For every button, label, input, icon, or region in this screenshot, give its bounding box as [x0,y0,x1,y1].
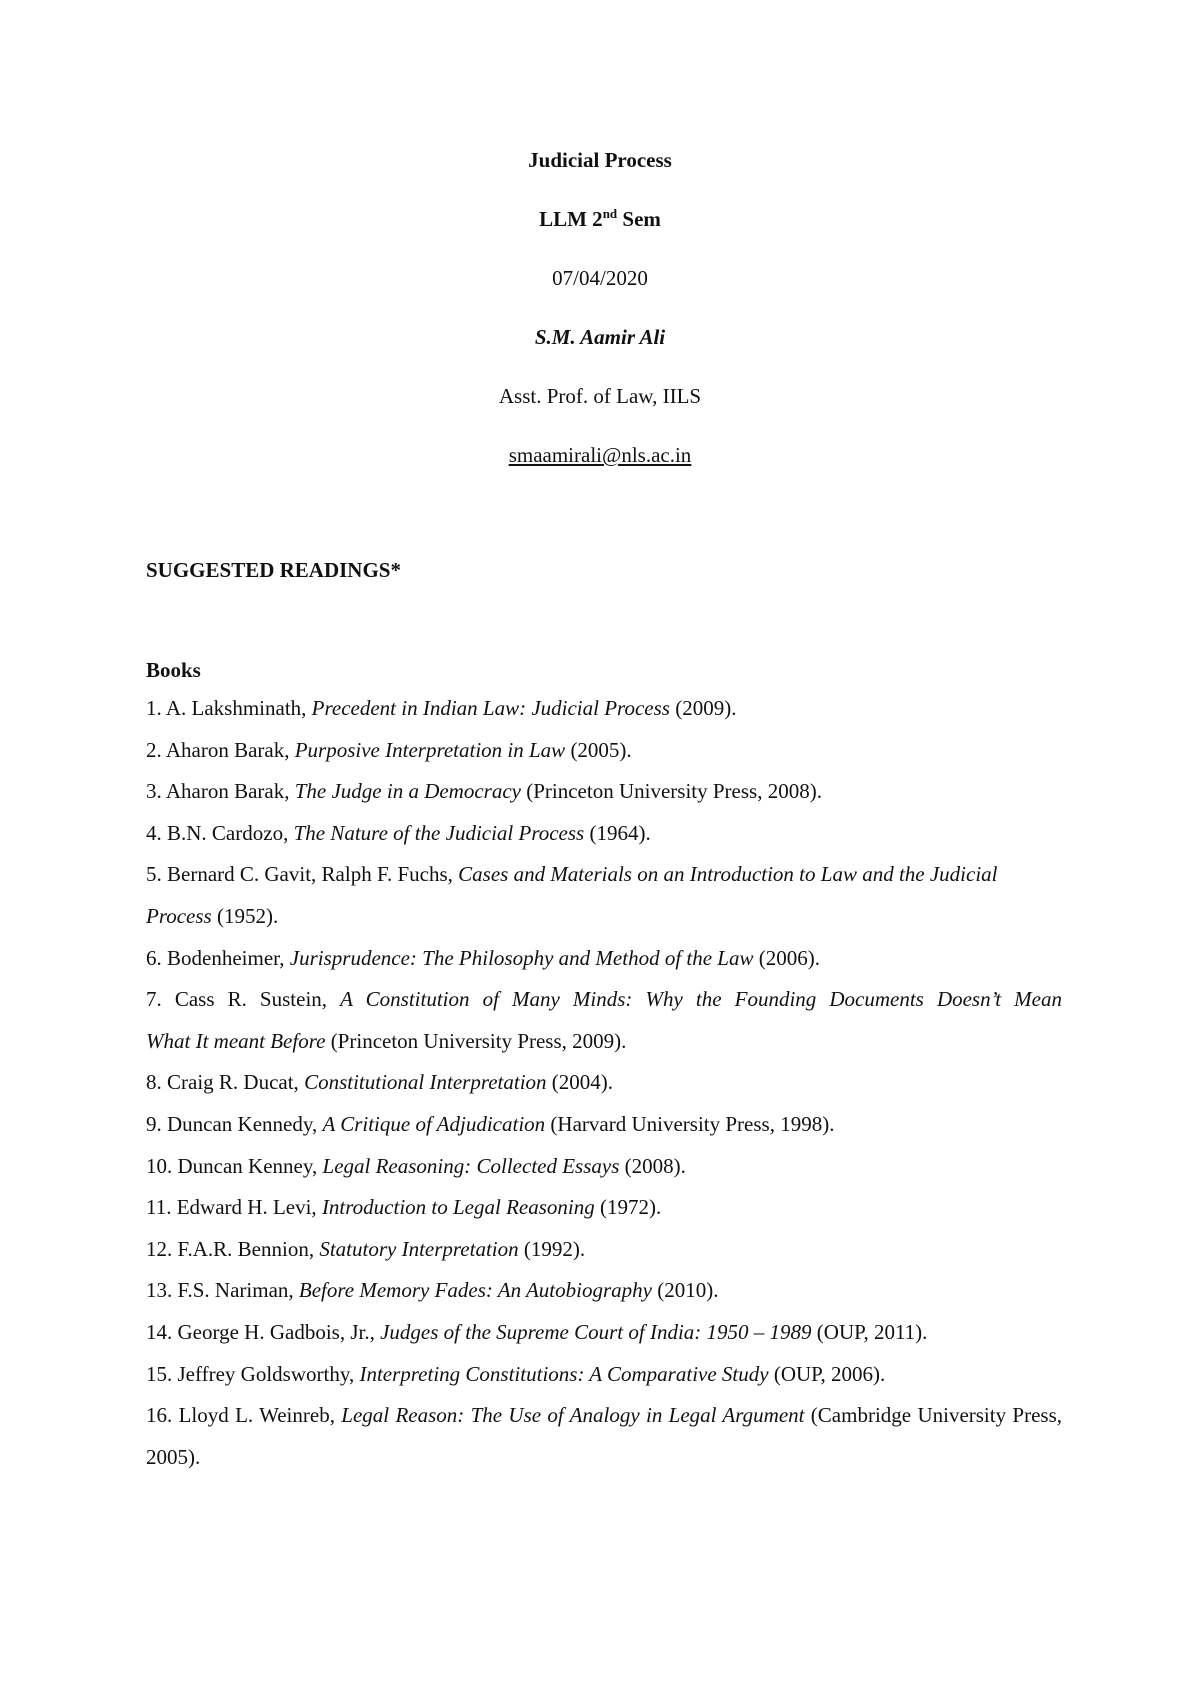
book-author: 16. Lloyd L. Weinreb, [146,1403,342,1428]
book-entry [146,1395,1062,1478]
program-text: LLM 2 [539,207,603,231]
book-author: 5. Bernard C. Gavit, Ralph F. Fuchs, [146,862,459,887]
program-line [0,205,1200,233]
book-entry [146,938,1062,980]
book-details: (1964). [584,820,651,845]
book-title: Legal Reason: The Use of Analogy in Legal Argument [341,1403,805,1428]
book-author: 6. Bodenheimer, [146,945,290,970]
book-entry [146,1104,1062,1146]
book-entry [146,730,1062,772]
document-date: 07/04/2020 [552,266,648,290]
book-author: 8. Craig R. Ducat, [146,1070,305,1095]
book-title: The Nature of the Judicial Process [293,820,585,845]
book-author: 1. A. Lakshminath, [146,696,312,720]
section-title: SUGGESTED READINGS* [146,558,401,582]
book-title: Legal Reasoning: Collected Essays [322,1153,620,1178]
book-entry [146,1062,1062,1104]
book-details: (1972). [594,1195,662,1220]
book-title: Purposive Interpretation in Law [294,737,566,762]
book-details: (2009). [669,696,737,720]
email-link[interactable]: smaamirali@nls.ac.in [508,443,692,467]
book-entry [146,1354,1062,1396]
book-details: (2010). [651,1278,719,1303]
book-details: (Princeton University Press, 2009). [325,1028,627,1053]
book-details: (Cambridge University Press, 2005). [146,1403,1063,1469]
book-author: 12. F.A.R. Bennion, [146,1236,320,1261]
book-entry [146,688,1062,730]
book-title-continuation: What It meant Before [146,1028,326,1053]
book-list [146,688,1062,1478]
book-author: 15. Jeffrey Goldsworthy, [146,1361,360,1386]
book-title: Interpreting Constitutions: A Comparative Study [359,1361,769,1386]
book-author: 14. George H. Gadbois, Jr., [146,1319,381,1344]
book-entry [146,1312,1062,1354]
book-title: Before Memory Fades: An Autobiography [298,1278,652,1303]
book-details: (OUP, 2006). [768,1361,886,1386]
book-details: (2004). [546,1070,614,1095]
book-entry [146,1187,1062,1229]
book-entry [146,1146,1062,1188]
book-author: 10. Duncan Kenney, [146,1153,323,1178]
program-suffix: Sem [617,207,661,231]
book-title: Jurisprudence: The Philosophy and Method of the Law [289,945,754,970]
book-details: (2006). [753,945,820,970]
book-entry [146,771,1062,813]
book-details: (1992). [518,1236,586,1261]
book-details: (1952). [211,903,279,928]
book-details: (OUP, 2011). [811,1319,928,1344]
program-superscript: nd [602,206,618,221]
book-entry [146,1270,1062,1312]
email-line [0,441,1200,469]
book-entry [146,854,1062,937]
book-author: 9. Duncan Kennedy, [146,1111,323,1136]
book-entry [146,813,1062,855]
book-details: (Princeton University Press, 2008). [520,779,822,804]
book-title: A Critique of Adjudication [322,1111,546,1136]
book-author: 2. Aharon Barak, [146,737,295,762]
book-title: Statutory Interpretation [319,1236,519,1261]
book-author: 13. F.S. Nariman, [146,1278,299,1303]
book-author: 11. Edward H. Levi, [146,1195,322,1220]
book-details: (2008). [619,1153,686,1178]
book-author: 4. B.N. Cardozo, [146,820,294,845]
book-title: Judges of the Supreme Court of India: 1950 – 1989 [380,1319,812,1344]
book-details: (2005). [565,737,632,762]
book-entry [146,979,1062,1021]
book-title: Constitutional Interpretation [304,1070,547,1095]
book-author: 7. Cass R. Sustein, [146,987,341,1012]
book-title: A Constitution of Many Minds: Why the Founding Documents Doesn’t Mean [340,987,1062,1012]
book-title: Introduction to Legal Reasoning [321,1195,595,1220]
book-entry-continuation [146,1021,1062,1063]
book-title: Cases and Materials on an Introduction to Law and the Judicial Process [146,862,998,928]
book-title: The Judge in a Democracy [294,779,521,804]
book-author: 3. Aharon Barak, [146,779,295,804]
author-position: Asst. Prof. of Law, IILS [498,384,702,408]
book-details: (Harvard University Press, 1998). [545,1111,835,1136]
course-title: Judicial Process [528,148,672,172]
book-entry [146,1229,1062,1271]
subsection-title-books: Books [146,658,201,682]
author-name: S.M. Aamir Ali [534,325,666,349]
book-title: Precedent in Indian Law: Judicial Process [311,696,670,720]
